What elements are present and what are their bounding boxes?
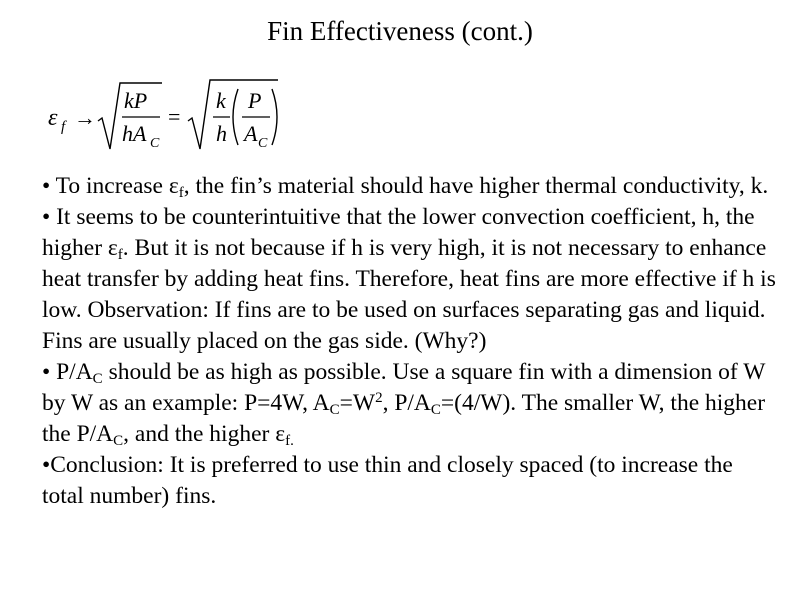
bullet-3 [42,357,777,450]
bullet-3-sub-a: C [92,370,103,387]
frac2-denominator: h [216,121,227,146]
bullet-3-text-e: =(4/W). The smaller W, the higher the P/A [42,390,766,447]
bullet-3-text-f: , and the higher ε [123,421,286,447]
bullet-3-text-b: should be as high as possible. Use a square fin with a dimension of W by W as an example: P=4W, A [42,359,765,416]
bullet-3-sub-e: f. [285,432,294,449]
bullet-3-sub-d: C [113,432,124,449]
left-paren [233,89,238,145]
bullet-1 [42,171,777,202]
bullet-3-sup-a: 2 [375,389,383,406]
bullet-2 [42,202,777,357]
frac2-numerator: k [216,88,226,113]
bullet-1-sub-a: f [178,184,184,201]
epsilon-subscript: f [61,119,66,135]
bullet-2-sub-a: f [117,246,123,263]
bullet-2-text-a: • It seems to be counterintuitive that the lower convection coefficient, h, the higher ε [42,204,755,261]
frac1-numerator: kP [124,88,148,113]
bullet-list [42,171,777,512]
bullet-3-sub-b: C [329,401,340,418]
formula-svg [44,75,304,157]
frac3-numerator: P [248,88,262,113]
bullet-3-text-a: • P/A [42,359,93,385]
bullet-4-text-a: •Conclusion: It is preferred to use thin and closely spaced (to increase the total number) fins. [42,452,733,509]
right-paren [272,89,277,145]
slide-title: Fin Effectiveness (cont.) [267,16,533,46]
frac3-denominator-subscript: C [258,136,268,151]
bullet-1-text-a: • To increase ε [42,173,179,199]
fin-effectiveness-formula [44,75,304,157]
bullet-1-text-b: , the fin’s material should have higher thermal conductivity, k. [183,173,769,199]
arrow-symbol: → [74,105,96,130]
bullet-3-sub-c: C [430,401,441,418]
bullet-3-text-c: =W [339,390,376,416]
frac3-denominator: A [244,121,258,146]
equals-symbol: = [168,104,181,129]
bullet-4 [42,450,777,512]
bullet-2-text-b: . But it is not because if h is very high, it is not necessary to enhance heat transfer by adding heat fins. Therefore, heat fins are more effective if h is low. Observation: If fins are to be used on surfaces separating gas and liquid. Fins are usually placed on the gas side. (Why?) [42,235,776,354]
frac1-denominator: hA [122,121,147,146]
bullet-3-text-d: , P/A [382,390,431,416]
epsilon-symbol: ε [48,105,58,131]
frac1-denominator-subscript: C [150,136,160,151]
